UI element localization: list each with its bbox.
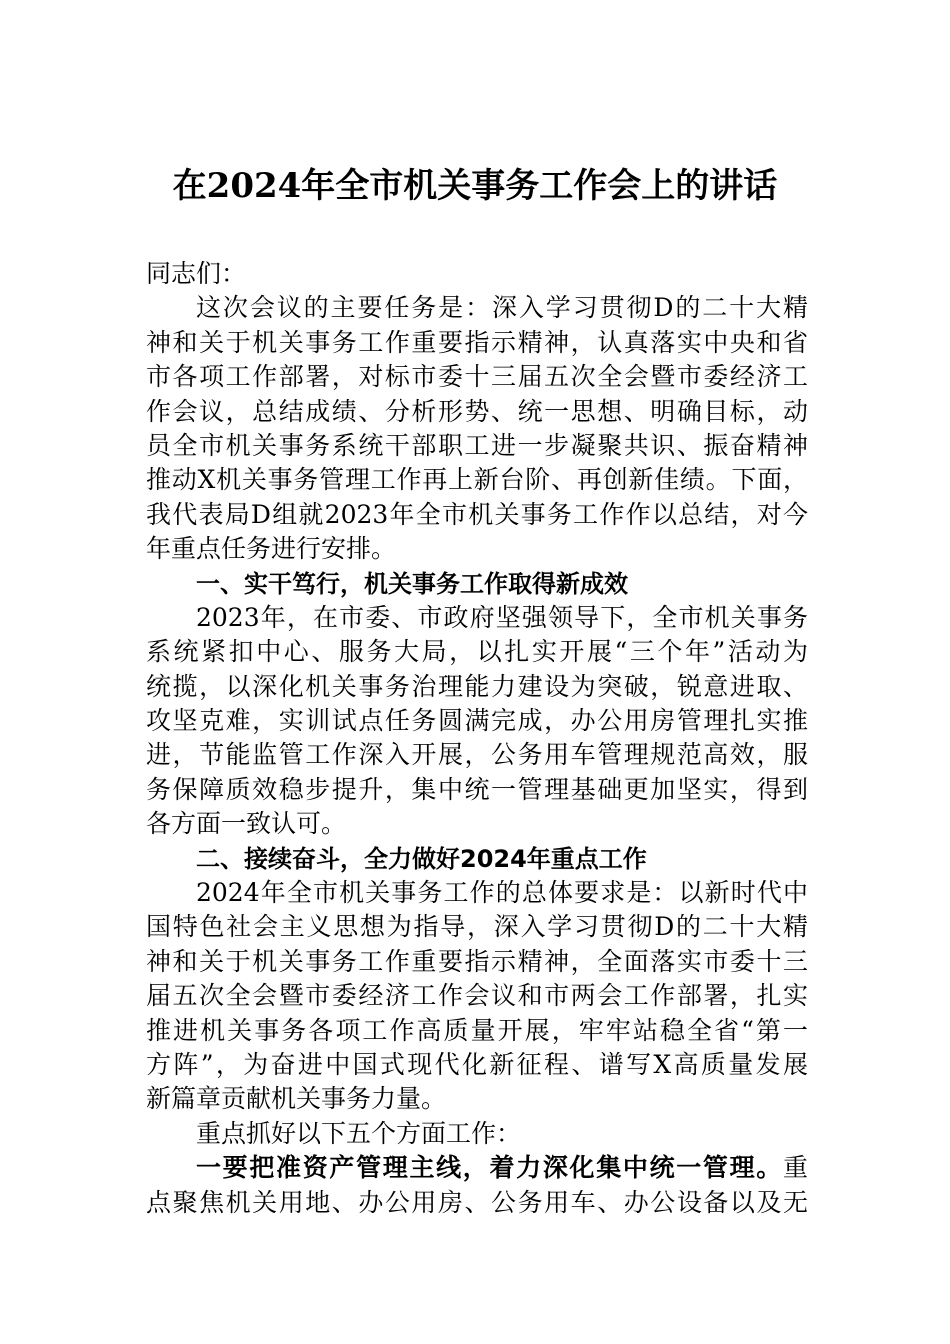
paragraph-line: 员全市机关事务系统干部职工进一步凝聚共识、振奋精神 <box>146 430 808 460</box>
point1-heading: 一要把准资产管理主线，着力深化集中统一管理。 <box>196 1153 783 1183</box>
paragraph-line: 推进机关事务各项工作高质量开展，牢牢站稳全省“第一 <box>146 1015 808 1045</box>
section-heading-1: 一、实干笃行，机关事务工作取得新成效 <box>196 569 628 598</box>
paragraph-line: 我代表局D组就2023年全市机关事务工作作以总结，对今 <box>146 499 808 529</box>
paragraph-line: 各方面一致认可。 <box>146 809 347 839</box>
paragraph-line: 2024年全市机关事务工作的总体要求是：以新时代中 <box>196 878 808 908</box>
paragraph-line: 攻坚克难，实训试点任务圆满完成，办公用房管理扎实推 <box>146 706 808 736</box>
paragraph-line: 点聚焦机关用地、办公用房、公务用车、办公设备以及无 <box>146 1187 808 1217</box>
paragraph-line: 进，节能监管工作深入开展，公务用车管理规范高效，服 <box>146 740 808 770</box>
paragraph-line: 务保障质效稳步提升，集中统一管理基础更加坚实，得到 <box>146 774 808 804</box>
point1-paragraph <box>146 1151 808 1220</box>
point1-text: 重 <box>782 1153 808 1183</box>
section2-paragraph <box>146 876 808 1117</box>
paragraph-line: 神和关于机关事务工作重要指示精神，认真落实中央和省 <box>146 327 808 357</box>
paragraph-line: 作会议，总结成绩、分析形势、统一思想、明确目标，动 <box>146 396 808 426</box>
paragraph-line: 这次会议的主要任务是：深入学习贯彻D的二十大精 <box>196 293 808 323</box>
intro-paragraph <box>146 291 808 566</box>
paragraph-line: 系统紧扣中心、服务大局，以扎实开展“三个年”活动为 <box>146 637 808 667</box>
paragraph-line: 统揽，以深化机关事务治理能力建设为突破，锐意进取、 <box>146 671 808 701</box>
document-body <box>146 257 808 1220</box>
paragraph-line: 年重点任务进行安排。 <box>146 534 397 564</box>
paragraph-line: 新篇章贡献机关事务力量。 <box>146 1084 447 1114</box>
paragraph-line: 国特色社会主义思想为指导，深入学习贯彻D的二十大精 <box>146 912 808 942</box>
section1-paragraph <box>146 601 808 842</box>
paragraph-line: 推动X机关事务管理工作再上新台阶、再创新佳绩。下面， <box>146 465 808 495</box>
paragraph-line: 方阵”，为奋进中国式现代化新征程、谱写X高质量发展 <box>146 1049 808 1079</box>
salutation: 同志们： <box>146 259 247 288</box>
paragraph-line: 神和关于机关事务工作重要指示精神，全面落实市委十三 <box>146 946 808 976</box>
paragraph-line: 2023年，在市委、市政府坚强领导下，全市机关事务 <box>196 602 808 632</box>
paragraph-line <box>146 1151 808 1185</box>
five-aspects-intro: 重点抓好以下五个方面工作： <box>196 1118 522 1148</box>
section-heading-2: 二、接续奋斗，全力做好2024年重点工作 <box>196 844 647 873</box>
paragraph-line: 市各项工作部署，对标市委十三届五次全会暨市委经济工 <box>146 362 808 392</box>
document-title: 在2024年全市机关事务工作会上的讲话 <box>172 166 778 206</box>
paragraph-line: 届五次全会暨市委经济工作会议和市两会工作部署，扎实 <box>146 981 808 1011</box>
